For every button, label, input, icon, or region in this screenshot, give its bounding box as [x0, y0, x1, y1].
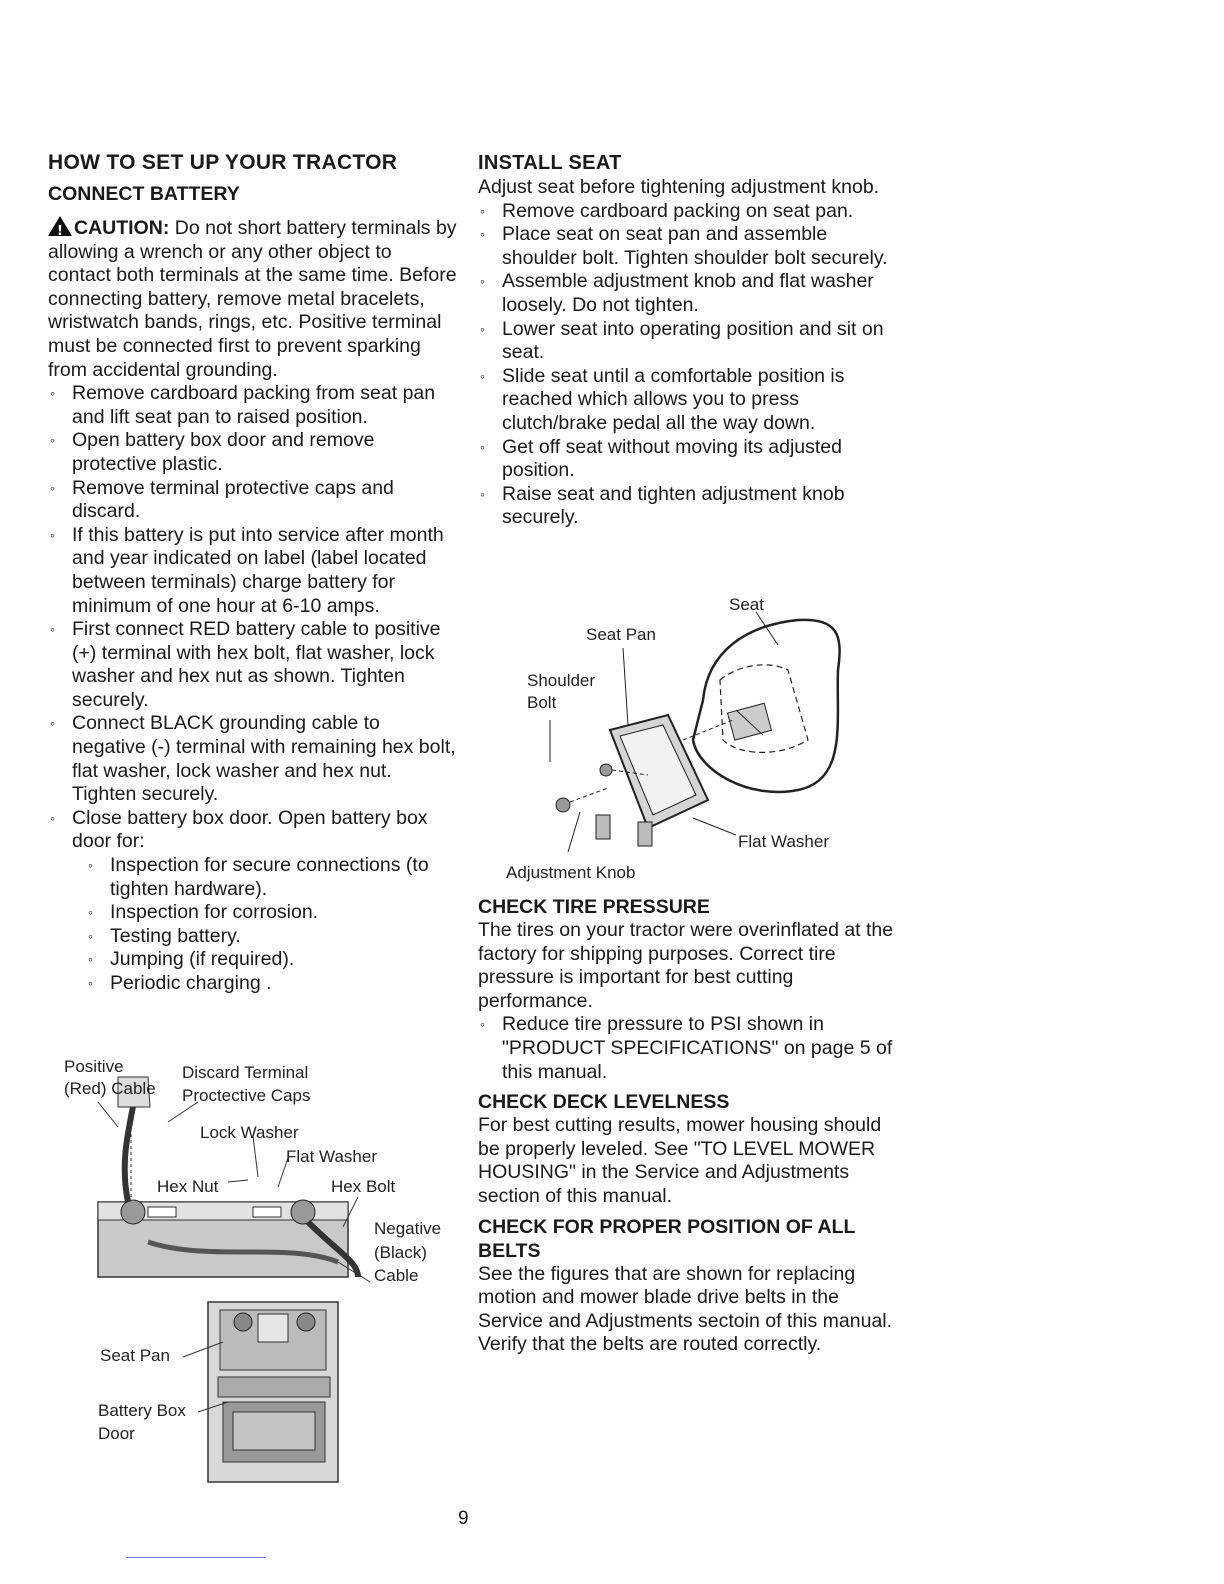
list-item: ◦ Connect BLACK grounding cable to negative (-) terminal with remaining hex bolt, flat washer, lock washer and hex nut. Tighten securely. — [48, 712, 458, 806]
page-number: 9 — [458, 1508, 469, 1529]
list-item: ◦ Inspection for corrosion. — [86, 901, 458, 925]
battery-figure — [58, 1052, 458, 1492]
list-item: ◦ Testing battery. — [86, 925, 458, 949]
check-tire-text: The tires on your tractor were overinflated at the factory for shipping purposes. Correct tire pressure is important for best cutting performance. — [478, 919, 894, 1012]
label-bolt: Bolt — [527, 693, 557, 712]
check-belts-heading: CHECK FOR PROPER POSITION OF ALL BELTS — [478, 1215, 856, 1262]
seat-steps-list — [478, 200, 898, 530]
list-item: ◦ Remove cardboard packing from seat pan and lift seat pan to raised position. — [48, 382, 458, 429]
tire-steps-list — [478, 1013, 898, 1084]
caution-label: CAUTION: — [74, 217, 170, 239]
list-item — [48, 807, 458, 996]
check-deck-heading: CHECK DECK LEVELNESS — [478, 1091, 730, 1114]
check-tire-heading: CHECK TIRE PRESSURE — [478, 896, 710, 918]
list-item: ◦ Get off seat without moving its adjusted position. — [478, 436, 898, 483]
label-cable: Cable — [374, 1266, 419, 1285]
check-belts-text: See the figures that are shown for replacing motion and mower blade drive belts in the Service and Adjustments sectoin of this manual. Verify that the belts are routed correctly. — [478, 1262, 893, 1356]
label-seat-pan: Seat Pan — [100, 1346, 170, 1365]
list-item: ◦ First connect RED battery cable to positive (+) terminal with hex bolt, flat washer, lock washer and hex nut as shown. Tighten securely. — [48, 618, 458, 712]
page-title: HOW TO SET UP YOUR TRACTOR — [48, 151, 398, 174]
label-seat: Seat — [729, 595, 764, 614]
list-item: ◦ Inspection for secure connections (to tighten hardware). — [86, 854, 458, 901]
label-seat-pan: Seat Pan — [586, 625, 656, 644]
label-protective-caps: Proctective Caps — [182, 1086, 311, 1105]
label-flat-washer: Flat Washer — [738, 832, 830, 851]
label-adjustment-knob: Adjustment Knob — [506, 863, 636, 882]
list-item: ◦ Raise seat and tighten adjustment knob securely. — [478, 483, 898, 530]
list-item: ◦ Jumping (if required). — [86, 948, 458, 972]
right-column-lower — [478, 895, 898, 1357]
right-column — [478, 150, 898, 530]
install-seat-heading: INSTALL SEAT — [478, 152, 622, 174]
label-red-cable: (Red) Cable — [64, 1079, 156, 1098]
list-item-text: Close battery box door. Open battery box door for: — [72, 806, 428, 853]
label-shoulder: Shoulder — [527, 671, 596, 690]
label-discard-terminal: Discard Terminal — [182, 1063, 309, 1082]
warning-triangle-icon — [48, 216, 72, 236]
list-item: ◦ If this battery is put into service after month and year indicated on label (label located between terminals) charge battery for minimum of one hour at 6-10 amps. — [48, 524, 458, 618]
label-hex-nut: Hex Nut — [157, 1177, 219, 1196]
label-negative: Negative — [374, 1219, 442, 1238]
list-item: ◦ Place seat on seat pan and assemble shoulder bolt. Tighten shoulder bolt securely. — [478, 223, 898, 270]
footer-rule — [126, 1557, 266, 1558]
caution-paragraph — [48, 216, 458, 382]
list-item: ◦ Assemble adjustment knob and flat washer loosely. Do not tighten. — [478, 270, 898, 317]
list-item: ◦ Slide seat until a comfortable position is reached which allows you to press clutch/brake pedal all the way down. — [478, 365, 898, 436]
list-item: ◦ Remove cardboard packing on seat pan. — [478, 200, 898, 224]
list-item: ◦ Remove terminal protective caps and discard. — [48, 477, 458, 524]
seat-illustration — [498, 590, 898, 890]
label-hex-bolt: Hex Bolt — [331, 1177, 396, 1196]
connect-battery-heading: CONNECT BATTERY — [48, 183, 240, 205]
list-item: ◦ Periodic charging . — [86, 972, 458, 996]
label-door: Door — [98, 1424, 135, 1443]
label-battery-box: Battery Box — [98, 1401, 186, 1420]
battery-steps-list — [48, 382, 458, 995]
label-black: (Black) — [374, 1243, 427, 1262]
list-item: ◦ Reduce tire pressure to PSI shown in "PRODUCT SPECIFICATIONS" on page 5 of this manual. — [478, 1013, 898, 1084]
label-lock-washer: Lock Washer — [200, 1123, 299, 1142]
label-flat-washer: Flat Washer — [286, 1147, 378, 1166]
left-column — [48, 150, 458, 996]
check-deck-text: For best cutting results, mower housing should be properly leveled. See "TO LEVEL MOWER HOUSING" in the Service and Adjustments section of this manual. — [478, 1114, 882, 1207]
battery-illustration — [58, 1052, 458, 1492]
battery-substeps-list — [86, 854, 458, 996]
list-item: ◦ Lower seat into operating position and sit on seat. — [478, 318, 898, 365]
seat-figure — [498, 590, 898, 890]
list-item: ◦ Open battery box door and remove protective plastic. — [48, 429, 458, 476]
caution-text: Do not short battery terminals by allowing a wrench or any other object to contact both terminals at the same time. Before connecting battery, remove metal bracelets, wristwatch bands, rings, etc. Positive terminal must be connected first to prevent sparking from accidental grounding. — [48, 217, 457, 381]
install-seat-intro: Adjust seat before tightening adjustment knob. — [478, 176, 880, 198]
label-positive: Positive — [64, 1057, 124, 1076]
